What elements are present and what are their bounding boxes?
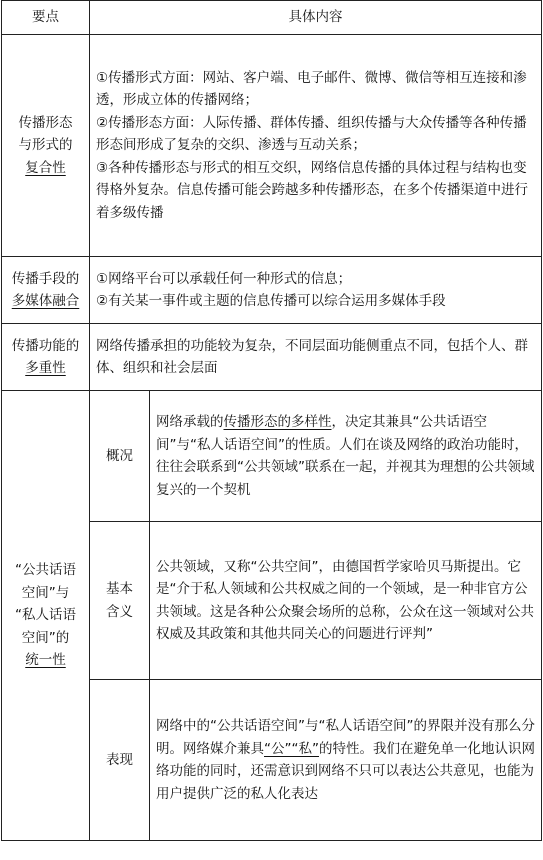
sub-label: 概况 <box>90 391 150 522</box>
table-header-row <box>2 1 542 35</box>
table-row <box>2 35 542 257</box>
row-label-line: “私人话语 <box>15 607 76 624</box>
sub-label: 表现 <box>90 680 150 841</box>
row-label-line: 空间”与 <box>21 584 70 601</box>
row-content: 网络传播承担的功能较为复杂，不同层面功能侧重点不同，包括个人、群体、组织和社会层面 <box>90 324 542 391</box>
sub-label-line: 基本 <box>106 581 133 597</box>
row-label-line: 空间”的 <box>21 629 70 646</box>
header-content: 具体内容 <box>90 1 542 35</box>
table-row <box>2 324 542 391</box>
underlined-keyword: “公”“私” <box>264 740 319 757</box>
row-label-line: “公共话语 <box>15 562 76 579</box>
header-key-points: 要点 <box>2 1 90 35</box>
sub-content <box>150 680 542 841</box>
row-label <box>2 391 90 841</box>
row-content <box>90 35 542 257</box>
row-label-keyword: 多重性 <box>25 360 66 376</box>
row-label <box>2 35 90 257</box>
row-content <box>90 257 542 324</box>
sub-label-line: 含义 <box>106 603 133 620</box>
content-paragraph: ②有关某一事件或主题的信息传播可以综合运用多媒体手段 <box>96 293 446 309</box>
text-run: ，决定其兼具“公共话语空间”与“私人话语空间”的性质。人们在谈及网络的政治功能时，往往会联系到“公共领域”联系在一起，并视其为理想的公共领域复兴的一个契机 <box>156 414 535 498</box>
content-paragraph: ③各种传播形态与形式的相互交织，网络信息传播的具体过程与结构也变得格外复杂。信息传播可能会跨越多种传播形态，在多个传播渠道中进行着多级传播 <box>96 159 528 221</box>
row-label <box>2 257 90 324</box>
row-label-line: 传播形态 <box>18 114 73 131</box>
content-paragraph: ①传播形式方面：网站、客户端、电子邮件、微博、微信等相互连接和渗透，形成立体的传播网络； <box>96 69 527 109</box>
text-run: 网络承载的 <box>156 414 224 430</box>
row-label-line: 传播手段的 <box>11 270 80 287</box>
row-label-line: 与形式的 <box>18 137 73 154</box>
text-run: 的特性。我们在避免单一化地认识网络功能的同时，还需意识到网络不只可以表达公共意见，也能为用户提供广泛的私人化表达 <box>156 740 535 802</box>
row-label-keyword: 多媒体融合 <box>11 293 80 309</box>
text-run: 网络中的“公共话语空间”与“私人话语空间”的界限并没有那么分明。网络媒介兼具 <box>156 718 535 757</box>
row-label <box>2 324 90 391</box>
row-label-keyword: 统一性 <box>25 652 66 669</box>
sub-content: 公共领域，又称“公共空间”，由德国哲学家哈贝马斯提出。它是“介于私人领域和公共权威之间的一个领域，是一种非官方公共领域。这是各种公众聚会场所的总称，公众在这一领域对公共权威及其政策和其他共同关心的问题进行评判” <box>150 522 542 680</box>
sub-content <box>150 391 542 522</box>
sub-label <box>90 522 150 680</box>
underlined-keyword: 传播形态的多样性 <box>223 414 332 430</box>
content-paragraph: ①网络平台可以承载任何一种形式的信息； <box>96 270 352 287</box>
row-label-line: 传播功能的 <box>11 337 80 354</box>
content-table <box>1 0 542 841</box>
content-paragraph: ②传播形态方面：人际传播、群体传播、组织传播与大众传播等各种传播形态间形成了复杂的交织、渗透与互动关系； <box>96 114 527 154</box>
table-row <box>2 391 542 522</box>
table-row <box>2 257 542 324</box>
row-label-keyword: 复合性 <box>25 159 66 176</box>
